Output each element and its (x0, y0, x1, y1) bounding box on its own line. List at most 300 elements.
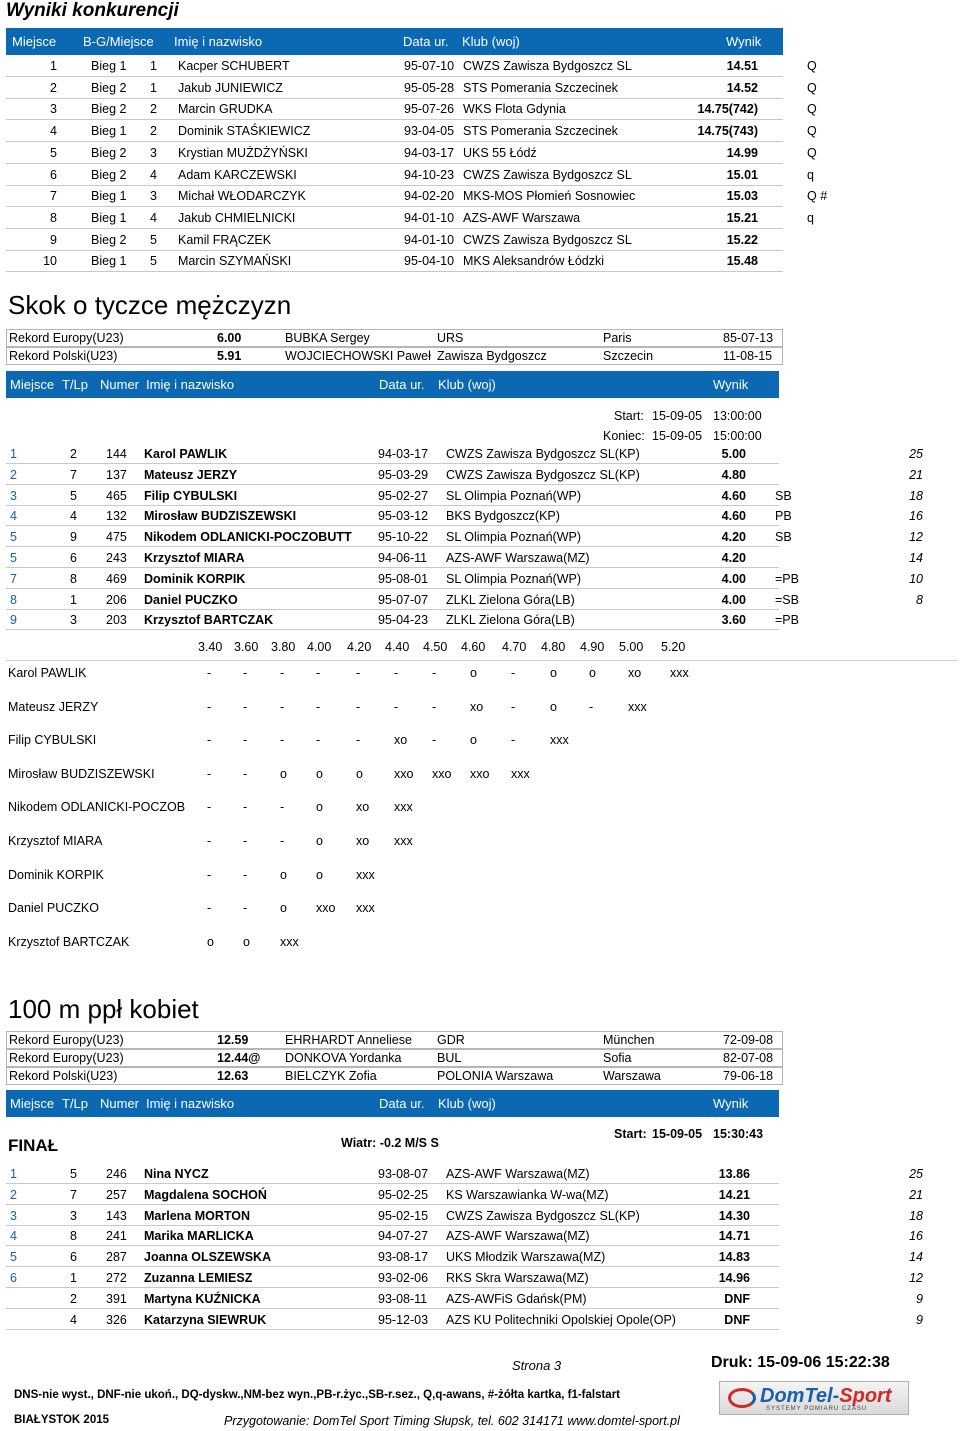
attempt-mark: - (207, 733, 212, 748)
cell-result: 3.60 (721, 613, 746, 628)
cell-result: 4.60 (721, 509, 746, 524)
cell-club: AZS-AWF Warszawa(MZ) (446, 1229, 590, 1244)
row-divider (6, 271, 783, 272)
col-place: Miejsce (10, 1096, 55, 1111)
height-bar-label: 5.20 (661, 640, 686, 654)
start-time: 13:00:00 (713, 409, 762, 423)
record-date: 85-07-13 (723, 331, 774, 345)
cell-points: 8 (916, 592, 923, 607)
cell-points: 16 (909, 509, 923, 524)
cell-dob: 95-03-12 (378, 509, 429, 524)
cell-athlete-name: Daniel PUCZKO (144, 592, 238, 607)
cell-bib: 143 (106, 1208, 127, 1223)
cell-dob: 93-08-07 (378, 1167, 429, 1181)
cell-heat: Bieg 2 (91, 232, 127, 247)
record-date: 72-09-08 (723, 1033, 774, 1047)
record-holder: WOJCIECHOWSKI Paweł (285, 349, 431, 363)
attempt-mark: xxx (670, 666, 689, 680)
cell-club: STS Pomerania Szczecinek (463, 80, 618, 95)
cell-result: 14.75(742) (697, 102, 758, 117)
record-city: Warszawa (603, 1069, 661, 1083)
record-value: 12.44@ (217, 1051, 261, 1065)
pole-vault-table-header (6, 371, 779, 398)
cell-club: AZS-AWF Warszawa(MZ) (446, 551, 590, 565)
row-divider (6, 76, 783, 77)
cell-result: 15.48 (726, 254, 758, 269)
attempt-mark: xo (356, 834, 370, 848)
cell-dob: 93-08-17 (378, 1250, 429, 1265)
cell-lane: 7 (70, 1187, 77, 1202)
cell-result: 4.60 (721, 488, 746, 503)
cell-dob: 94-01-10 (404, 210, 455, 225)
height-bar-label: 4.50 (423, 640, 448, 654)
cell-record-note: =PB (775, 613, 799, 628)
attempt-mark: xxx (356, 867, 375, 882)
cell-place: 8 (10, 592, 17, 607)
cell-result: 15.21 (726, 210, 758, 225)
record-value: 12.63 (217, 1069, 249, 1083)
col-name: Imię i nazwisko (146, 377, 235, 392)
height-bar-label: 4.70 (502, 640, 527, 654)
attempts-athlete-name: Dominik KORPIK (8, 867, 104, 882)
attempt-mark: - (280, 666, 285, 680)
attempt-mark: - (511, 733, 516, 748)
attempt-mark: o (207, 934, 214, 949)
cell-lane: 2 (70, 1291, 77, 1306)
cell-club: AZS KU Politechniki Opolskiej Opole(OP) (446, 1312, 676, 1327)
cell-lane: 6 (70, 1250, 77, 1265)
attempt-mark: - (432, 699, 437, 714)
start-label: Start: (614, 1127, 647, 1141)
record-holder: DONKOVA Yordanka (285, 1051, 402, 1065)
cell-bib: 203 (106, 613, 127, 628)
cell-result: 14.83 (718, 1250, 750, 1265)
cell-result: 4.00 (721, 592, 746, 607)
cell-dob: 94-07-27 (378, 1229, 429, 1244)
cell-club: SL Olimpia Poznań(WP) (446, 571, 581, 586)
cell-dob: 95-07-10 (404, 59, 455, 73)
cell-qualification: Q (807, 145, 817, 160)
cell-qualification: Q (807, 59, 817, 73)
cell-lane: 8 (70, 571, 77, 586)
row-divider (6, 1287, 779, 1288)
record-club: GDR (437, 1033, 465, 1047)
attempts-athlete-name: Krzysztof MIARA (8, 834, 103, 848)
attempt-mark: - (207, 800, 212, 815)
cell-points: 14 (909, 551, 923, 565)
col-place: Miejsce (10, 377, 55, 392)
attempt-mark: o (280, 766, 287, 781)
attempt-mark: - (243, 666, 248, 680)
cell-place: 2 (50, 80, 57, 95)
cell-points: 12 (909, 1271, 923, 1285)
record-club: POLONIA Warszawa (437, 1069, 554, 1083)
cell-place: 3 (10, 1208, 17, 1223)
attempt-mark: - (280, 733, 285, 748)
cell-heat-place: 2 (150, 124, 157, 139)
cell-heat-place: 3 (150, 189, 157, 204)
attempt-mark: o (470, 666, 477, 680)
cell-qualification: Q (807, 124, 817, 139)
cell-result: 4.00 (721, 571, 746, 586)
attempt-mark: - (243, 766, 248, 781)
record-city: Szczecin (603, 349, 654, 363)
row-divider (6, 185, 783, 186)
cell-points: 21 (909, 1187, 923, 1202)
cell-place: 1 (10, 447, 17, 461)
cell-heat: Bieg 1 (91, 254, 127, 269)
attempt-mark: o (316, 766, 323, 781)
height-bar-label: 5.00 (619, 640, 644, 654)
cell-place: 6 (50, 167, 57, 182)
prepared-by: Przygotowanie: DomTel Sport Timing Słupsk, tel. 602 314171 www.domtel-sport.pl (224, 1414, 680, 1428)
row-divider (6, 1308, 779, 1309)
col-name: Imię i nazwisko (174, 34, 263, 49)
record-row (6, 347, 783, 365)
cell-result: 14.99 (726, 145, 758, 160)
cell-athlete-name: Mateusz JERZY (144, 467, 238, 482)
cell-result: 14.52 (726, 80, 758, 95)
cell-bib: 246 (106, 1167, 127, 1181)
col-lane: T/Lp (62, 1096, 89, 1111)
cell-place: 8 (50, 210, 57, 225)
attempt-mark: - (280, 699, 285, 714)
cell-heat-place: 3 (150, 145, 157, 160)
row-divider (6, 98, 783, 99)
cell-bib: 465 (106, 488, 127, 503)
cell-lane: 1 (70, 592, 77, 607)
cell-place: 4 (50, 124, 57, 139)
cell-points: 9 (916, 1291, 923, 1306)
cell-result: 5.00 (721, 447, 746, 461)
cell-place: 7 (50, 189, 57, 204)
cell-athlete-name: Nikodem ODLANICKI-POCZOBUTT (144, 530, 352, 545)
attempt-mark: - (243, 834, 248, 848)
cell-record-note: PB (775, 509, 792, 524)
cell-place: 6 (10, 1271, 17, 1285)
cell-dob: 95-02-15 (378, 1208, 429, 1223)
cell-heat-place: 5 (150, 254, 157, 269)
cell-athlete-name: Filip CYBULSKI (144, 488, 238, 503)
attempt-mark: - (207, 834, 212, 848)
cell-heat: Bieg 2 (91, 102, 127, 117)
attempt-mark: xo (356, 800, 370, 815)
cell-dob: 94-06-11 (378, 551, 428, 565)
start-date: 15-09-05 (652, 1127, 703, 1141)
record-row (6, 329, 783, 347)
attempt-mark: - (243, 800, 248, 815)
attempt-mark: - (511, 699, 516, 714)
attempt-mark: o (316, 834, 323, 848)
end-date: 15-09-05 (652, 429, 703, 443)
cell-bib: 144 (106, 447, 127, 461)
cell-club: CWZS Zawisza Bydgoszcz SL(KP) (446, 447, 640, 461)
cell-athlete-name: Dominik KORPIK (144, 571, 246, 586)
row-divider (6, 484, 779, 485)
attempt-mark: - (316, 666, 321, 680)
cell-result: 14.51 (726, 59, 758, 73)
cell-athlete-name: Jakub CHMIELNICKI (178, 210, 296, 225)
row-divider (6, 1183, 779, 1184)
attempt-mark: xxx (628, 699, 647, 714)
attempt-mark: xxx (356, 901, 375, 916)
cell-bib: 243 (106, 551, 127, 565)
row-divider (6, 1225, 779, 1226)
col-dob: Data ur. (403, 34, 449, 49)
cell-athlete-name: Karol PAWLIK (144, 447, 228, 461)
start-label: Start: (614, 409, 644, 423)
cell-athlete-name: Magdalena SOCHOŃ (144, 1187, 267, 1202)
cell-club: RKS Skra Warszawa(MZ) (446, 1271, 589, 1285)
cell-athlete-name: Adam KARCZEWSKI (178, 167, 297, 182)
row-divider (6, 163, 783, 164)
record-row (6, 1031, 783, 1049)
cell-dob: 93-08-11 (378, 1291, 428, 1306)
cell-club: ZLKL Zielona Góra(LB) (446, 592, 575, 607)
cell-heat: Bieg 1 (91, 189, 127, 204)
cell-qualification: Q (807, 80, 817, 95)
row-divider (6, 609, 779, 610)
attempt-mark: o (280, 901, 287, 916)
cell-place: 9 (50, 232, 57, 247)
cell-dob: 95-12-03 (378, 1312, 429, 1327)
attempt-mark: - (243, 733, 248, 748)
cell-club: UKS 55 Łódź (463, 145, 537, 160)
attempt-mark: - (432, 666, 437, 680)
cell-athlete-name: Nina NYCZ (144, 1167, 209, 1181)
col-number: Numer (100, 377, 140, 392)
attempt-mark: - (394, 666, 399, 680)
cell-points: 18 (909, 488, 923, 503)
event-city: BIAŁYSTOK 2015 (14, 1414, 110, 1426)
cell-bib: 206 (106, 592, 127, 607)
cell-bib: 326 (106, 1312, 127, 1327)
attempts-athlete-name: Mateusz JERZY (8, 699, 99, 714)
cell-dob: 94-03-17 (404, 145, 455, 160)
row-divider (6, 141, 783, 142)
cell-athlete-name: Marcin GRUDKA (178, 102, 273, 117)
cell-result: 4.20 (721, 551, 746, 565)
cell-bib: 137 (106, 467, 127, 482)
cell-athlete-name: Kacper SCHUBERT (178, 59, 290, 73)
attempt-mark: o (316, 800, 323, 815)
cell-points: 25 (909, 1167, 923, 1181)
cell-place: 10 (43, 254, 57, 269)
cell-club: AZS-AWFiS Gdańsk(PM) (446, 1291, 587, 1306)
cell-club: KS Warszawianka W-wa(MZ) (446, 1187, 609, 1202)
cell-place: 5 (50, 145, 57, 160)
cell-club: SL Olimpia Poznań(WP) (446, 488, 581, 503)
attempt-mark: - (316, 733, 321, 748)
record-label: Rekord Europy(U23) (9, 1033, 124, 1047)
attempt-mark: - (432, 733, 437, 748)
attempt-mark: - (280, 800, 285, 815)
record-club: Zawisza Bydgoszcz (437, 349, 547, 363)
col-result: Wynik (726, 34, 762, 49)
row-divider (6, 505, 779, 506)
cell-result: 14.96 (718, 1271, 750, 1285)
col-result: Wynik (713, 1096, 749, 1111)
cell-points: 14 (909, 1250, 923, 1265)
cell-result: 14.21 (718, 1187, 750, 1202)
cell-place: 4 (10, 509, 17, 524)
attempt-mark: o (316, 867, 323, 882)
cell-points: 25 (909, 447, 923, 461)
cell-record-note: =SB (775, 592, 799, 607)
cell-club: CWZS Zawisza Bydgoszcz SL (463, 167, 632, 182)
row-divider (6, 1204, 779, 1205)
cell-bib: 241 (106, 1229, 127, 1244)
print-timestamp: Druk: 15-09-06 15:22:38 (711, 1354, 890, 1371)
attempt-mark: o (243, 934, 250, 949)
row-divider (6, 228, 783, 229)
attempt-mark: xo (394, 733, 408, 748)
col-place: Miejsce (12, 34, 57, 49)
row-divider (6, 1245, 779, 1246)
cell-dob: 95-04-10 (404, 254, 455, 269)
cell-lane: 4 (70, 509, 77, 524)
cell-dob: 94-01-10 (404, 232, 455, 247)
cell-athlete-name: Kamil FRĄCZEK (178, 232, 272, 247)
cell-qualification: Q # (807, 189, 828, 204)
cell-bib: 272 (106, 1271, 127, 1285)
cell-bib: 475 (106, 530, 127, 545)
record-city: Paris (603, 331, 632, 345)
final-label: FINAŁ (8, 1136, 59, 1155)
cell-athlete-name: Marika MARLICKA (144, 1229, 254, 1244)
attempt-mark: xxo (316, 901, 336, 916)
cell-points: 21 (909, 467, 923, 482)
abbreviations-legend: DNS-nie wyst., DNF-nie ukoń., DQ-dyskw.,NM-bez wyn.,PB-r.życ.,SB-r.sez., Q,q-awans, #-żółta kartka, f1-falstart (14, 1389, 621, 1401)
cell-heat: Bieg 2 (91, 80, 127, 95)
record-label: Rekord Polski(U23) (9, 349, 118, 363)
row-divider (6, 463, 779, 464)
height-bar-label: 4.20 (347, 640, 372, 654)
attempt-mark: xxx (280, 934, 299, 949)
section-title-pole-vault: Skok o tyczce mężczyzn (8, 290, 292, 320)
cell-heat: Bieg 2 (91, 167, 127, 182)
logo-tagline: SYSTEMY POMIARU CZASU (766, 1406, 868, 1412)
col-heat-place: B-G/Miejsce (83, 34, 154, 49)
record-holder: EHRHARDT Anneliese (285, 1033, 412, 1047)
attempts-athlete-name: Daniel PUCZKO (8, 901, 99, 916)
cell-athlete-name: Krzysztof MIARA (144, 551, 245, 565)
cell-club: MKS-MOS Płomień Sosnowiec (463, 189, 636, 204)
attempt-mark: - (356, 733, 361, 748)
end-label: Koniec: (603, 429, 645, 443)
cell-lane: 6 (70, 551, 77, 565)
attempt-mark: xxo (394, 766, 414, 781)
height-bar-label: 3.60 (234, 640, 259, 654)
attempt-mark: - (356, 699, 361, 714)
record-row (6, 1067, 783, 1085)
record-date: 82-07-08 (723, 1051, 774, 1065)
cell-dob: 93-02-06 (378, 1271, 429, 1285)
cell-bib: 257 (106, 1187, 127, 1202)
cell-lane: 4 (70, 1312, 77, 1327)
cell-points: 10 (909, 571, 923, 586)
cell-place: 9 (10, 613, 17, 628)
height-bar-label: 3.80 (271, 640, 296, 654)
cell-place: 2 (10, 467, 17, 482)
logo-swirl-icon (728, 1388, 756, 1408)
cell-heat-place: 1 (150, 80, 157, 95)
record-club: BUL (437, 1051, 462, 1065)
attempt-mark: o (550, 699, 557, 714)
col-dob: Data ur. (379, 1096, 425, 1111)
attempt-mark: o (356, 766, 363, 781)
wind-label: Wiatr: -0.2 M/S S (341, 1136, 439, 1150)
row-divider (6, 567, 779, 568)
cell-athlete-name: Joanna OLSZEWSKA (144, 1250, 272, 1265)
cell-lane: 3 (70, 1208, 77, 1223)
attempt-mark: - (511, 666, 516, 680)
cell-lane: 3 (70, 613, 77, 628)
cell-record-note: SB (775, 530, 792, 545)
row-divider (6, 525, 779, 526)
attempt-mark: xo (628, 666, 642, 680)
cell-result: 14.30 (718, 1208, 750, 1223)
cell-lane: 7 (70, 467, 77, 482)
row-divider (6, 119, 783, 120)
cell-dob: 95-07-07 (378, 592, 429, 607)
record-value: 6.00 (217, 331, 242, 345)
record-value: 5.91 (217, 349, 242, 363)
cell-athlete-name: Krzysztof BARTCZAK (144, 613, 274, 628)
cell-result: 15.01 (726, 167, 758, 182)
domtel-sport-logo (719, 1381, 909, 1415)
attempt-mark: xxx (550, 733, 569, 748)
cell-place: 3 (50, 102, 57, 117)
attempt-mark: - (394, 699, 399, 714)
cell-club: CWZS Zawisza Bydgoszcz SL (463, 232, 632, 247)
row-divider (6, 206, 783, 207)
cell-dob: 94-10-23 (404, 167, 455, 182)
cell-result: 14.71 (718, 1229, 750, 1244)
cell-dob: 94-02-20 (404, 189, 455, 204)
record-row (6, 1049, 783, 1067)
cell-dob: 93-04-05 (404, 124, 455, 139)
record-city: Sofia (603, 1051, 632, 1065)
attempt-mark: o (280, 867, 287, 882)
cell-place: 1 (50, 59, 57, 73)
cell-heat-place: 5 (150, 232, 157, 247)
record-label: Rekord Europy(U23) (9, 1051, 124, 1065)
cell-heat-place: 4 (150, 210, 157, 225)
attempt-mark: xxx (394, 800, 413, 815)
results-table-header (6, 28, 783, 55)
attempt-mark: - (243, 699, 248, 714)
cell-club: ZLKL Zielona Góra(LB) (446, 613, 575, 628)
attempts-athlete-name: Krzysztof BARTCZAK (8, 934, 130, 949)
record-date: 11-08-15 (723, 349, 773, 363)
cell-qualification: q (807, 210, 814, 225)
cell-dob: 95-08-01 (378, 571, 429, 586)
cell-athlete-name: Dominik STAŚKIEWICZ (178, 124, 311, 139)
cell-athlete-name: Katarzyna SIEWRUK (144, 1312, 267, 1327)
col-name: Imię i nazwisko (146, 1096, 235, 1111)
cell-place: 5 (10, 530, 17, 545)
logo-wordmark: DomTel-Sport (760, 1385, 892, 1407)
cell-place: 1 (10, 1167, 17, 1181)
cell-result: 14.75(743) (697, 124, 758, 139)
cell-athlete-name: Marcin SZYMAŃSKI (178, 254, 292, 269)
cell-club: BKS Bydgoszcz(KP) (446, 509, 560, 524)
height-bar-label: 4.00 (307, 640, 332, 654)
attempt-mark: - (207, 699, 212, 714)
attempt-mark: xxo (470, 766, 490, 781)
cell-club: SL Olimpia Poznań(WP) (446, 530, 581, 545)
